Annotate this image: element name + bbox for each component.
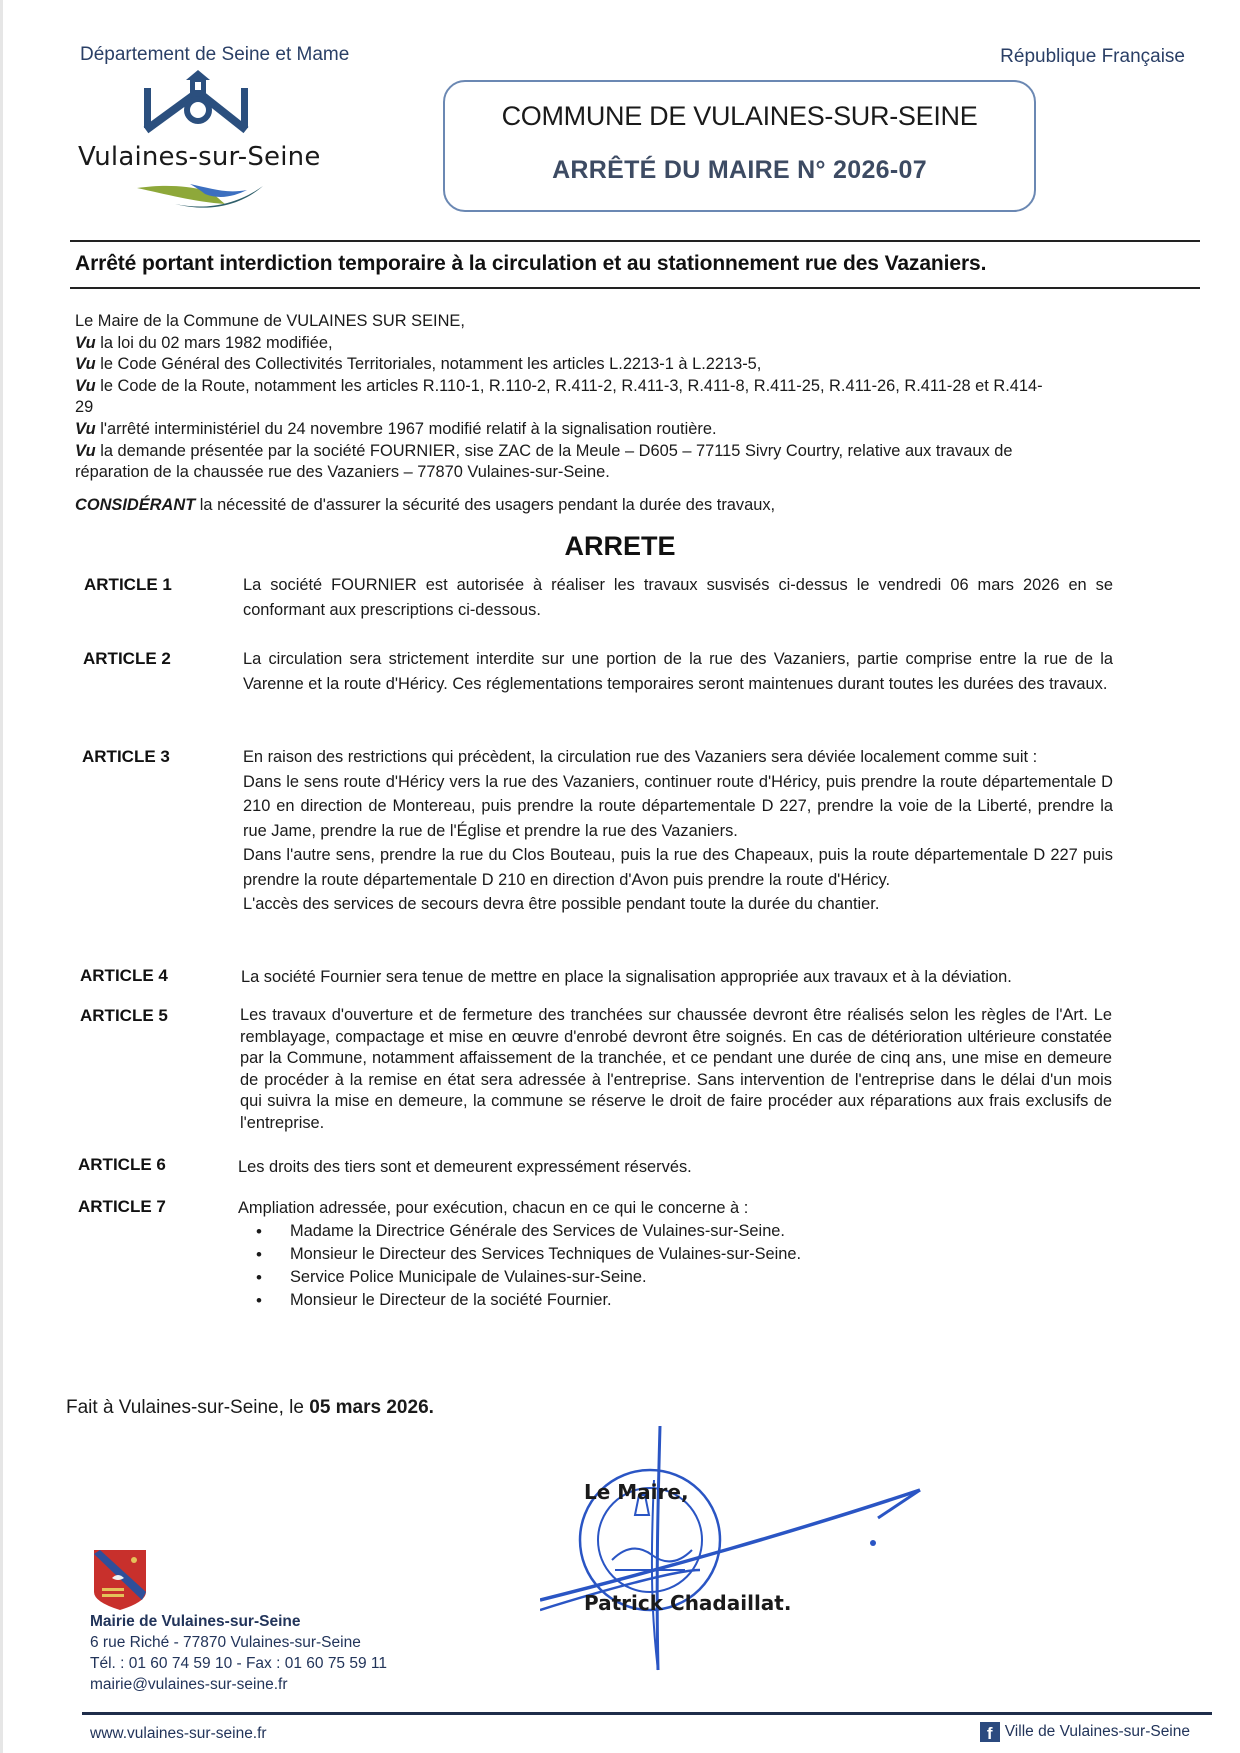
article-paragraph: Dans le sens route d'Héricy vers la rue des Vazaniers, continuer route d'Héricy, puis prendre la route départementale D 210 en direction de Montereau, puis prendre la route départementale D 227, prendre la voie de la Liberté, prendre la rue Jame, prendre la rue de l'Église et prendre la rue des Vazaniers. xyxy=(243,772,1113,840)
article-label: ARTICLE 3 xyxy=(82,747,170,766)
wave-logo-icon xyxy=(135,180,265,212)
town-logo-icon xyxy=(142,70,262,134)
divider xyxy=(70,240,1200,242)
facebook-link[interactable] xyxy=(980,1722,1190,1742)
list-item: • Madame la Directrice Générale des Services de Vulaines-sur-Seine. xyxy=(290,1220,1108,1243)
divider xyxy=(70,287,1200,289)
vu-line: Vu le Code de la Route, notamment les articles R.110-1, R.110-2, R.411-2, R.411-3, R.411-8, R.411-25, R.411-26, R.411-28 et R.414- xyxy=(75,376,1043,395)
article-label: ARTICLE 5 xyxy=(80,1006,168,1025)
document-subject: Arrêté portant interdiction temporaire à la circulation et au stationnement rue des Vazaniers. xyxy=(75,252,987,275)
article-text: Les travaux d'ouverture et de fermeture des tranchées sur chaussée devront être réalisés selon les règles de l'Art. Le remblayage, compactage et mise en œuvre d'enrobé devront être soignés. En cas de détérioration ultérieure constatée par la Commune, notamment affaissement de la tranchée, et ce pendant une durée de cinq ans, une mise en demeure de procéder à la remise en état sera adressée à l'entreprise. Sans intervention de l'entreprise dans le délai d'un mois qui suivra la mise en demeure, la commune se réserve le droit de faire procéder aux réparations aux frais exclusifs de l'entreprise. xyxy=(240,1006,1112,1132)
vu-line: Vu l'arrêté interministériel du 24 novembre 1967 modifié relatif à la signalisation routière. xyxy=(75,419,717,438)
list-item: • Monsieur le Directeur de la société Fournier. xyxy=(290,1289,1108,1312)
mairie-contact xyxy=(90,1611,387,1695)
mairie-name: Mairie de Vulaines-sur-Seine xyxy=(90,1613,301,1630)
commune-title: COMMUNE DE VULAINES-SUR-SEINE xyxy=(501,101,978,131)
town-logo-text: Vulaines-sur-Seine xyxy=(78,142,321,172)
official-stamp-signature-icon xyxy=(540,1420,940,1690)
article-paragraph: En raison des restrictions qui précèdent, la circulation rue des Vazaniers sera déviée localement comme suit : xyxy=(243,748,1038,766)
facebook-icon: f xyxy=(980,1722,1000,1742)
scan-edge xyxy=(0,0,3,1753)
article-paragraph: L'accès des services de secours devra être possible pendant toute la durée du chantier. xyxy=(243,895,880,913)
article-label: ARTICLE 7 xyxy=(78,1197,166,1216)
vu-line: Vu la demande présentée par la société FOURNIER, sise ZAC de la Meule – D605 – 77115 Sivry Courtry, relative aux travaux de xyxy=(75,441,1013,460)
vu-line: Vu le Code Général des Collectivités Territoriales, notamment les articles L.2213-1 à L.2213-5, xyxy=(75,355,762,374)
arrete-heading: ARRETE xyxy=(564,531,676,561)
signature-date: 05 mars 2026. xyxy=(309,1397,434,1418)
vu-line-continuation: 29 xyxy=(75,398,94,417)
article-text: La circulation sera strictement interdite sur une portion de la rue des Vazaniers, partie comprise entre la rue de la Varenne et la route d'Héricy. Ces réglementations temporaires seront maintenues durant toutes les durées des travaux. xyxy=(243,650,1113,693)
article-label: ARTICLE 2 xyxy=(83,649,171,668)
facebook-label: Ville de Vulaines-sur-Seine xyxy=(1004,1723,1190,1740)
article-text: La société FOURNIER est autorisée à réaliser les travaux susvisés ci-dessus le vendredi 06 mars 2026 en se conformant aux prescriptions ci-dessous. xyxy=(243,576,1113,619)
arrete-number: ARRÊTÉ DU MAIRE N° 2026-07 xyxy=(552,156,927,184)
preamble xyxy=(75,311,1195,484)
article-text xyxy=(243,745,1113,917)
coat-of-arms-icon xyxy=(92,1548,148,1612)
article-text xyxy=(238,1197,1108,1312)
department-label: Département de Seine et Mame xyxy=(80,44,350,65)
article-text: La société Fournier sera tenue de mettre en place la signalisation appropriée aux travaux et à la déviation. xyxy=(241,968,1012,986)
mairie-email[interactable]: mairie@vulaines-sur-seine.fr xyxy=(90,1676,288,1693)
title-box xyxy=(443,80,1036,212)
signed-at: Fait à Vulaines-sur-Seine, le 05 mars 2026. xyxy=(66,1397,434,1418)
article-label: ARTICLE 4 xyxy=(80,966,168,985)
article-paragraph: Ampliation adressée, pour exécution, chacun en ce qui le concerne à : xyxy=(238,1199,749,1217)
vu-line-continuation: réparation de la chaussée rue des Vazaniers – 77870 Vulaines-sur-Seine. xyxy=(75,463,610,482)
article-paragraph: Dans l'autre sens, prendre la rue du Clos Bouteau, puis la rue des Chapeaux, puis la route départementale D 227 puis prendre la route départementale D 210 en direction d'Avon puis prendre la route d'Héricy. xyxy=(243,846,1113,889)
preamble-intro: Le Maire de la Commune de VULAINES SUR SEINE, xyxy=(75,312,465,330)
mairie-phone-fax: Tél. : 01 60 74 59 10 - Fax : 01 60 75 59 11 xyxy=(90,1655,387,1672)
website-link[interactable]: www.vulaines-sur-seine.fr xyxy=(90,1725,267,1742)
vu-line: Vu la loi du 02 mars 1982 modifiée, xyxy=(75,333,333,352)
signatory-name: Patrick Chadaillat. xyxy=(584,1591,792,1615)
list-item: • Service Police Municipale de Vulaines-sur-Seine. xyxy=(290,1266,1108,1289)
signatory-title: Le Maire, xyxy=(584,1480,689,1504)
footer-divider xyxy=(82,1712,1212,1715)
list-item: • Monsieur le Directeur des Services Techniques de Vulaines-sur-Seine. xyxy=(290,1243,1108,1266)
article-text: Les droits des tiers sont et demeurent expressément réservés. xyxy=(238,1158,692,1176)
mairie-address: 6 rue Riché - 77870 Vulaines-sur-Seine xyxy=(90,1634,361,1651)
considerant: CONSIDÉRANT la nécessité de d'assurer la sécurité des usagers pendant la durée des travaux, xyxy=(75,496,776,514)
article-label: ARTICLE 6 xyxy=(78,1155,166,1174)
republic-label: République Française xyxy=(1000,46,1185,67)
article-label: ARTICLE 1 xyxy=(84,575,172,594)
recipient-list xyxy=(238,1220,1108,1312)
